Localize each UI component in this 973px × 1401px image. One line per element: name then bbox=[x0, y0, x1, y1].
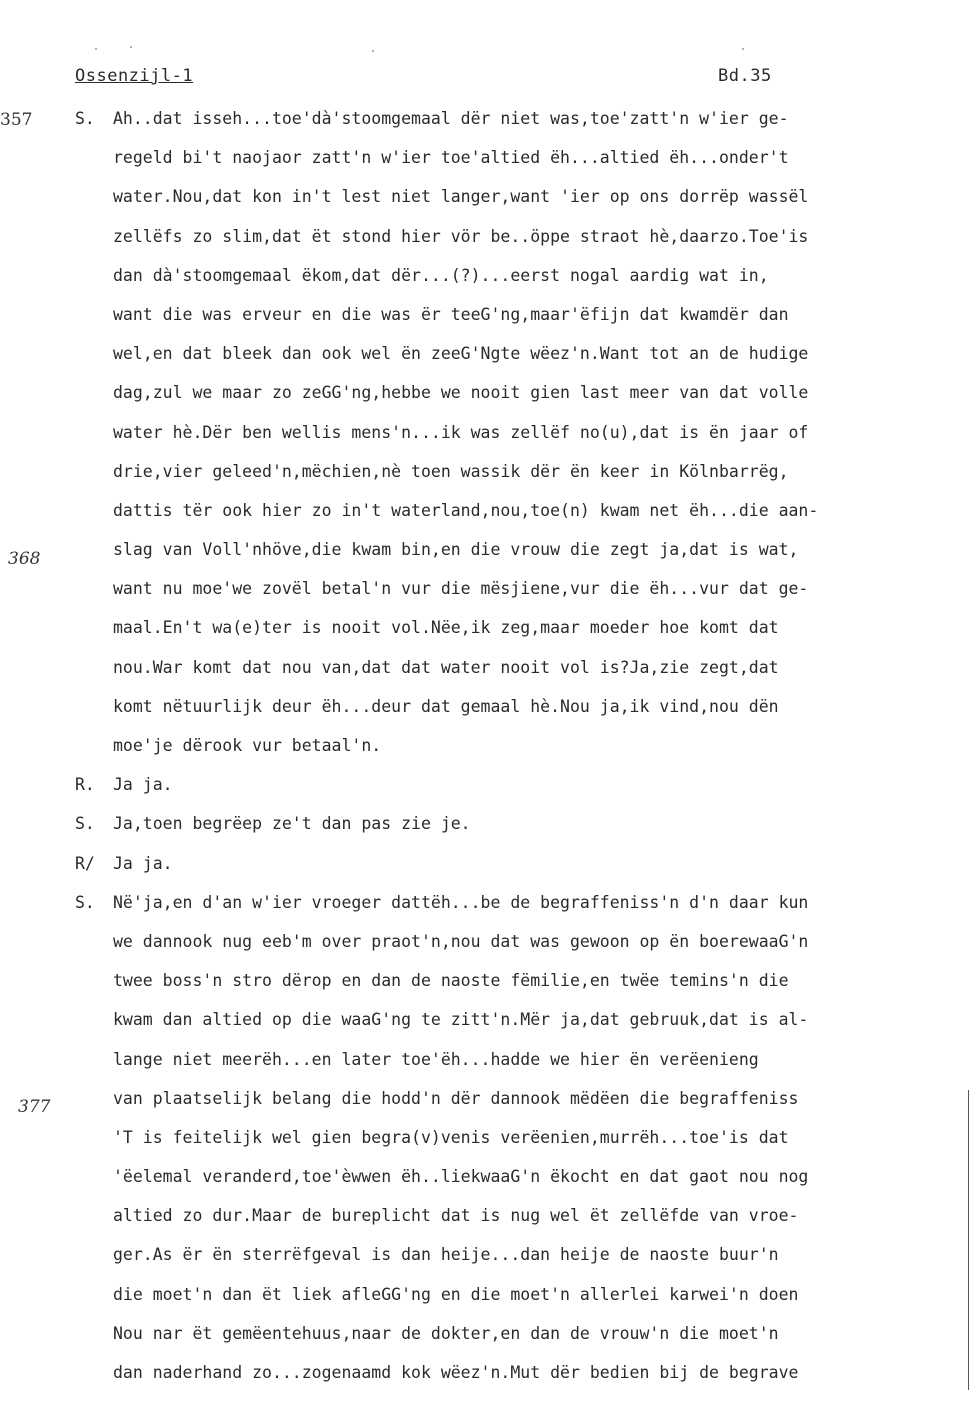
speaker-label: S. bbox=[75, 109, 95, 128]
line-text: we dannook nug eeb'm over praot'n,nou dat was gewoon op ën boerewaaG'n bbox=[113, 931, 809, 951]
line-text: van plaatselijk belang die hodd'n dër dannook mëdëen die begraffeniss bbox=[113, 1088, 799, 1108]
speaker-label: S. bbox=[75, 892, 95, 912]
transcript-body bbox=[75, 108, 970, 1401]
line-text: Ja ja. bbox=[113, 775, 173, 795]
transcript-line bbox=[75, 382, 970, 421]
line-text: dan dà'stoomgemaal ëkom,dat dër...(?)...eerst nogal aardig wat in, bbox=[113, 265, 769, 285]
line-text: lange niet meerëh...en later toe'ëh...hadde we hier ën verëenieng bbox=[113, 1049, 759, 1069]
scan-speck bbox=[95, 48, 97, 50]
transcript-line bbox=[75, 1362, 970, 1401]
margin-counter-note: 377 bbox=[18, 1097, 51, 1117]
line-text: zellëfs zo slim,dat ët stond hier vör be..öppe straot hè,daarzo.Toe'is bbox=[113, 226, 809, 246]
margin-counter-note: 368 bbox=[8, 549, 41, 569]
transcript-line bbox=[75, 1049, 970, 1088]
transcript-line bbox=[75, 226, 970, 265]
line-text: Ja,toen begrëep ze't dan pas zie je. bbox=[113, 814, 471, 834]
transcript-line bbox=[75, 461, 970, 500]
transcript-line bbox=[75, 1205, 970, 1244]
line-text: Në'ja,en d'an w'ier vroeger dattëh...be de begraffeniss'n d'n daar kun bbox=[113, 892, 809, 912]
line-text: regeld bi't naojaor zatt'n w'ier toe'altied ëh...altied ëh...onder't bbox=[113, 148, 789, 168]
line-text: dag,zul we maar zo zeGG'ng,hebbe we nooit gien last meer van dat volle bbox=[113, 383, 809, 403]
transcript-line bbox=[75, 617, 970, 656]
line-text: slag van Voll'nhöve,die kwam bin,en die vrouw die zegt ja,dat is wat, bbox=[113, 540, 799, 560]
line-text: altied zo dur.Maar de bureplicht dat is nug wel ët zellëfde van vroe- bbox=[113, 1206, 799, 1226]
scan-speck bbox=[130, 46, 132, 48]
transcript-line bbox=[75, 735, 970, 774]
line-text: wel,en dat bleek dan ook wel ën zeeG'Ngte wëez'n.Want tot an de hudige bbox=[113, 344, 809, 364]
transcript-line bbox=[75, 1166, 970, 1205]
line-text: Ah..dat isseh...toe'dà'stoomgemaal dër niet was,toe'zatt'n w'ier ge- bbox=[113, 109, 789, 128]
transcript-line bbox=[75, 1284, 970, 1323]
transcript-line bbox=[75, 931, 970, 970]
speaker-label: S. bbox=[75, 814, 95, 834]
transcript-line bbox=[75, 657, 970, 696]
transcript-line bbox=[75, 147, 970, 186]
transcript-line bbox=[75, 774, 970, 813]
transcript-line bbox=[75, 343, 970, 382]
line-text: kwam dan altied op die waaG'ng te zitt'n.Mër ja,dat gebruuk,dat is al- bbox=[113, 1010, 809, 1030]
line-text: dattis tër ook hier zo in't waterland,nou,toe(n) kwam net ëh...die aan- bbox=[113, 500, 819, 520]
scan-speck bbox=[742, 48, 744, 50]
line-text: water.Nou,dat kon in't lest niet langer,want 'ier op ons dorrëp wassël bbox=[113, 187, 809, 207]
line-text: Nou nar ët gemëentehuus,naar de dokter,en dan de vrouw'n die moet'n bbox=[113, 1323, 779, 1343]
tape-number-header: Bd.35 bbox=[718, 66, 772, 86]
transcript-line bbox=[75, 422, 970, 461]
transcript-line bbox=[75, 813, 970, 852]
transcript-line bbox=[75, 696, 970, 735]
margin-counter-note: 357 bbox=[0, 110, 33, 130]
transcript-line bbox=[75, 1088, 970, 1127]
transcript-line bbox=[75, 1127, 970, 1166]
transcript-line bbox=[75, 304, 970, 343]
line-text: water hè.Dër ben wellis mens'n...ik was zellëf no(u),dat is ën jaar of bbox=[113, 422, 809, 442]
speaker-label: R. bbox=[75, 775, 95, 795]
transcript-line bbox=[75, 892, 970, 931]
speaker-label: R/ bbox=[75, 853, 95, 873]
transcript-line bbox=[75, 578, 970, 617]
line-text: ger.As ër ën sterrëfgeval is dan heije...dan heije de naoste buur'n bbox=[113, 1245, 779, 1265]
transcript-line bbox=[75, 970, 970, 1009]
transcript-line bbox=[75, 500, 970, 539]
transcript-line bbox=[75, 853, 970, 892]
scan-speck bbox=[372, 50, 374, 52]
line-text: drie,vier geleed'n,mëchien,nè toen wassik dër ën keer in Kölnbarrëg, bbox=[113, 461, 789, 481]
line-text: komt nëtuurlijk deur ëh...deur dat gemaal hè.Nou ja,ik vind,nou dën bbox=[113, 696, 779, 716]
line-text: want die was erveur en die was ër teeG'ng,maar'ëfijn dat kwamdër dan bbox=[113, 304, 789, 324]
transcript-line bbox=[75, 1009, 970, 1048]
line-text: moe'je dërook vur betaal'n. bbox=[113, 736, 382, 755]
transcript-line bbox=[75, 108, 970, 147]
line-text: die moet'n dan ët liek afleGG'ng en die moet'n allerlei karwei'n doen bbox=[113, 1284, 799, 1304]
line-text: nou.War komt dat nou van,dat dat water nooit vol is?Ja,zie zegt,dat bbox=[113, 657, 779, 677]
transcript-line bbox=[75, 265, 970, 304]
transcript-line bbox=[75, 539, 970, 578]
transcript-line bbox=[75, 1323, 970, 1362]
document-location-header: Ossenzijl-1 bbox=[75, 66, 194, 86]
line-text: dan naderhand zo...zogenaamd kok wëez'n.Mut dër bedien bij de begrave bbox=[113, 1363, 799, 1382]
line-text: want nu moe'we zovël betal'n vur die mësjiene,vur die ëh...vur dat ge- bbox=[113, 579, 809, 599]
transcript-line bbox=[75, 186, 970, 225]
line-text: twee boss'n stro dërop en dan de naoste fëmilie,en twëe temins'n die bbox=[113, 971, 789, 991]
transcript-line bbox=[75, 1244, 970, 1283]
line-text: Ja ja. bbox=[113, 853, 173, 873]
line-text: maal.En't wa(e)ter is nooit vol.Nëe,ik zeg,maar moeder hoe komt dat bbox=[113, 618, 779, 638]
line-text: 'T is feitelijk wel gien begra(v)venis verëenien,murrëh...toe'is dat bbox=[113, 1127, 789, 1147]
line-text: 'ëelemal veranderd,toe'èwwen ëh..liekwaaG'n ëkocht en dat gaot nou nog bbox=[113, 1167, 809, 1187]
